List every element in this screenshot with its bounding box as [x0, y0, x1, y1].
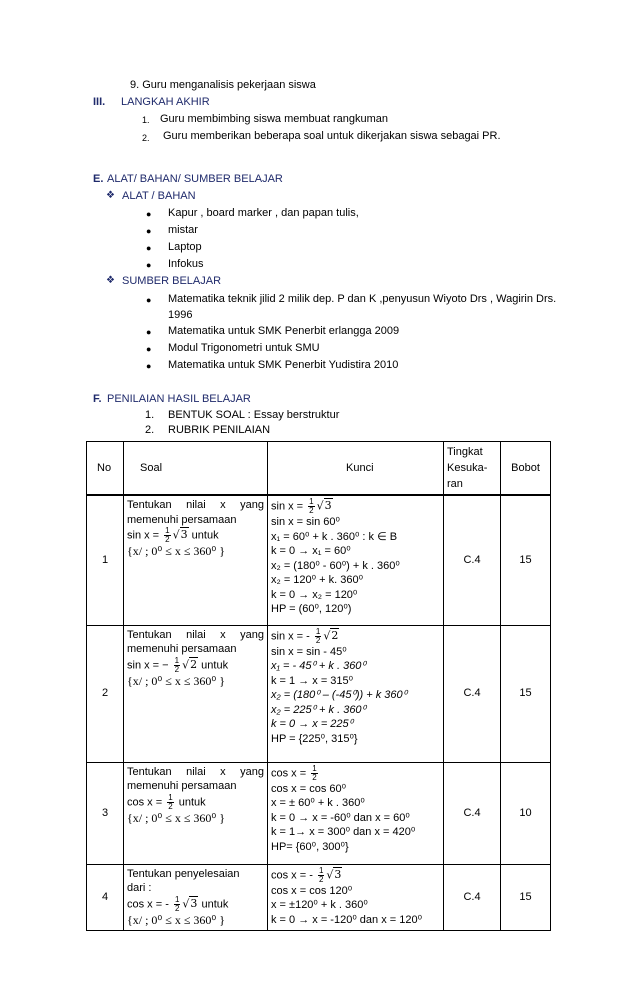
row-number: 2	[87, 625, 124, 762]
header-kunci: Kunci	[268, 442, 444, 496]
fraction	[318, 867, 324, 884]
soal-line: memenuhi persamaan	[127, 780, 237, 792]
fraction-numerator: 1	[318, 865, 324, 875]
sumber-item-cont: 1996	[168, 309, 193, 321]
kunci-line: k = 0 → x = 225⁰	[271, 718, 354, 730]
table-row	[87, 495, 551, 625]
soal-cell	[124, 762, 268, 864]
penilaian-2-text: RUBRIK PENILAIAN	[168, 424, 271, 436]
kunci-line: x₁ = 60⁰ + k . 360⁰ : k ∈ B	[271, 530, 398, 543]
fraction-denominator: 2	[174, 903, 180, 913]
soal-domain: {x/ ; 0⁰ ≤ x ≤ 360⁰ }	[127, 912, 225, 927]
bobot-cell: 15	[501, 864, 551, 930]
fraction-denominator: 2	[309, 506, 314, 515]
soal-word: nilai	[186, 765, 206, 778]
row-number: 1	[87, 495, 124, 625]
kunci-line: HP= {60⁰, 300⁰}	[271, 840, 349, 853]
soal-line: dari :	[127, 882, 152, 894]
soal-word: x	[220, 628, 226, 641]
kunci-line: cos x = - $\frac{1}{2}$ √3	[271, 865, 342, 884]
header-tingkat: Tingkat Kesuka- ran	[444, 442, 501, 496]
kunci-line: x₂ = 225⁰ + k . 360⁰	[271, 703, 366, 716]
soal-line	[127, 498, 264, 513]
alat-bahan-heading: ALAT / BAHAN	[122, 190, 196, 202]
fraction-numerator: 1	[174, 655, 180, 665]
fraction-numerator: 1	[165, 526, 170, 535]
penilaian-1-number: 1.	[145, 409, 155, 421]
fraction-denominator: 2	[312, 772, 317, 782]
fraction	[308, 498, 314, 515]
section-e-letter: E.	[93, 173, 104, 185]
kunci-line: k = 1→ x = 300⁰ dan x = 420⁰	[271, 826, 416, 838]
round-bullet-icon: ●	[146, 361, 152, 371]
kunci-cell	[268, 762, 444, 864]
akhir-2-number: 2.	[142, 133, 150, 143]
kunci-line: HP = (60⁰, 120⁰)	[271, 603, 352, 615]
kunci-line: cos x = cos 60⁰	[271, 782, 347, 795]
bobot-cell: 15	[501, 495, 551, 625]
table-header-row	[87, 442, 551, 496]
radicand: 3	[324, 499, 332, 513]
header-bobot: Bobot	[501, 442, 551, 496]
radicand: 3	[334, 867, 342, 881]
akhir-1-number: 1.	[142, 115, 150, 125]
section-f-letter: F.	[93, 393, 102, 405]
akhir-1-text: Guru membimbing siswa membuat rangkuman	[160, 113, 389, 125]
fraction-numerator: 1	[168, 792, 173, 802]
fraction-numerator: 1	[315, 626, 321, 636]
square-root: √2	[182, 657, 198, 671]
round-bullet-icon: ●	[146, 243, 152, 253]
kunci-line: k = 1 → x = 315⁰	[271, 674, 354, 687]
fraction	[174, 896, 180, 913]
kunci-line: cos x = cos 120⁰	[271, 884, 353, 897]
soal-line: Tentukan penyelesaian	[127, 867, 240, 880]
table-row	[87, 625, 551, 762]
diamond-bullet-icon: ❖	[106, 190, 115, 201]
diamond-bullet-icon: ❖	[106, 275, 115, 286]
soal-word: Tentukan	[127, 628, 172, 641]
sumber-item: Matematika untuk SMK Penerbit Yudistira 2010	[168, 359, 399, 371]
radicand: 2	[331, 628, 339, 642]
kunci-line: k = 0 → x₂ = 120⁰	[271, 588, 358, 601]
kunci-line: x₁ = - 45⁰ + k . 360⁰	[271, 660, 366, 672]
square-root: √3	[316, 499, 332, 513]
kunci-line: x₂ = (180⁰ - 60⁰) + k . 360⁰	[271, 559, 400, 572]
soal-line	[127, 628, 264, 643]
kunci-line: x = ±120⁰ + k . 360⁰	[271, 899, 368, 911]
step-9: 9. Guru menganalisis pekerjaan siswa	[130, 79, 316, 91]
kunci-line: sin x = $\frac{1}{2}$ √3	[271, 497, 332, 515]
heading-3-number: III.	[93, 96, 106, 108]
soal-word: nilai	[186, 499, 206, 511]
soal-line: memenuhi persamaan	[127, 513, 237, 526]
square-root: √3	[182, 896, 198, 910]
soal-word: Tentukan	[127, 499, 172, 511]
kunci-line: sin x = sin - 45⁰	[271, 645, 347, 658]
radicand: 3	[180, 528, 188, 542]
round-bullet-icon: ●	[146, 260, 152, 270]
row-number: 4	[87, 864, 124, 930]
sumber-item: Modul Trigonometri untuk SMU	[168, 342, 320, 354]
soal-domain: {x/ ; 0⁰ ≤ x ≤ 360⁰ }	[127, 810, 225, 825]
alat-item: Laptop	[168, 241, 202, 253]
alat-item: Infokus	[168, 258, 204, 270]
soal-equation: cos x = - $\frac{1}{2}$ √3 untuk	[127, 894, 229, 913]
kunci-line: sin x = sin 60⁰	[271, 516, 340, 528]
soal-equation: sin x = $\frac{1}{2}$ √3 untuk	[127, 526, 219, 544]
soal-word: nilai	[186, 628, 206, 641]
round-bullet-icon: ●	[146, 327, 152, 337]
soal-domain: {x/ ; 0⁰ ≤ x ≤ 360⁰ }	[127, 673, 225, 688]
soal-word: x	[220, 499, 226, 511]
tingkat-cell: C.4	[444, 625, 501, 762]
soal-domain: {x/ ; 0⁰ ≤ x ≤ 360⁰ }	[127, 544, 225, 558]
kunci-line: HP = {225⁰, 315⁰}	[271, 732, 358, 745]
fraction	[167, 794, 173, 811]
sumber-belajar-heading: SUMBER BELAJAR	[122, 275, 222, 287]
square-root: √2	[323, 628, 339, 642]
section-f-title: PENILAIAN HASIL BELAJAR	[107, 393, 251, 405]
round-bullet-icon: ●	[146, 209, 152, 219]
kunci-cell	[268, 625, 444, 762]
square-root: √3	[326, 867, 342, 881]
table-row	[87, 864, 551, 930]
soal-word: yang	[240, 628, 264, 641]
fraction-denominator: 2	[165, 535, 170, 544]
tingkat-cell: C.4	[444, 495, 501, 625]
alat-item: mistar	[168, 224, 198, 236]
kunci-line: x = ± 60⁰ + k . 360⁰	[271, 797, 365, 809]
akhir-2-text: Guru memberikan beberapa soal untuk dikerjakan siswa sebagai PR.	[163, 130, 501, 142]
kunci-line: k = 0 → x₁ = 60⁰	[271, 545, 351, 557]
soal-word: yang	[240, 765, 264, 778]
fraction	[311, 765, 317, 782]
sumber-item: Matematika teknik jilid 2 milik dep. P dan K ,penyusun Wiyoto Drs , Wagirin Drs.	[168, 293, 557, 305]
round-bullet-icon: ●	[146, 226, 152, 236]
header-no: No	[87, 442, 124, 496]
heading-3-label: LANGKAH AKHIR	[121, 96, 210, 108]
kunci-line: k = 0 → x = -120⁰ dan x = 120⁰	[271, 913, 422, 926]
fraction-numerator: 1	[312, 763, 317, 773]
soal-word: yang	[240, 499, 264, 511]
square-root: √3	[172, 528, 188, 542]
alat-item: Kapur , board marker , dan papan tulis,	[168, 207, 359, 219]
fraction-denominator: 2	[318, 874, 324, 884]
table-row	[87, 762, 551, 864]
kunci-cell	[268, 495, 444, 625]
fraction-numerator: 1	[174, 894, 180, 904]
round-bullet-icon: ●	[146, 344, 152, 354]
fraction-denominator: 2	[174, 664, 180, 674]
fraction-denominator: 2	[168, 801, 173, 811]
penilaian-1-text: BENTUK SOAL : Essay berstruktur	[168, 409, 340, 421]
soal-line: memenuhi persamaan	[127, 643, 237, 655]
radicand: 2	[190, 657, 198, 671]
bobot-cell: 10	[501, 762, 551, 864]
soal-equation: sin x = − $\frac{1}{2}$ √2 untuk	[127, 655, 229, 674]
soal-cell	[124, 864, 268, 930]
section-e-title: ALAT/ BAHAN/ SUMBER BELAJAR	[107, 173, 283, 185]
bobot-cell: 15	[501, 625, 551, 762]
fraction	[315, 628, 321, 645]
tingkat-cell: C.4	[444, 762, 501, 864]
kunci-line: x₂ = 120⁰ + k. 360⁰	[271, 574, 363, 586]
soal-equation: cos x = $\frac{1}{2}$ untuk	[127, 792, 206, 811]
fraction-numerator: 1	[309, 497, 314, 506]
kunci-line: x₂ = (180⁰ – (-45⁰)) + k 360⁰	[271, 689, 408, 701]
row-number: 3	[87, 762, 124, 864]
penilaian-2-number: 2.	[145, 424, 155, 436]
sumber-item: Matematika untuk SMK Penerbit erlangga 2009	[168, 325, 400, 337]
tingkat-cell: C.4	[444, 864, 501, 930]
soal-word: Tentukan	[127, 765, 172, 778]
fraction	[174, 657, 180, 674]
fraction	[164, 527, 170, 544]
kunci-line: cos x = $\frac{1}{2}$	[271, 763, 317, 782]
round-bullet-icon: ●	[146, 295, 152, 305]
kunci-cell	[268, 864, 444, 930]
fraction-denominator: 2	[315, 635, 321, 645]
soal-word: x	[220, 765, 226, 778]
soal-cell	[124, 495, 268, 625]
soal-cell	[124, 625, 268, 762]
header-soal: Soal	[124, 442, 268, 496]
kunci-line: sin x = - $\frac{1}{2}$ √2	[271, 626, 339, 645]
rubric-table	[86, 441, 551, 931]
kunci-line: k = 0 → x = -60⁰ dan x = 60⁰	[271, 811, 410, 824]
soal-line	[127, 765, 264, 780]
radicand: 3	[190, 896, 198, 910]
